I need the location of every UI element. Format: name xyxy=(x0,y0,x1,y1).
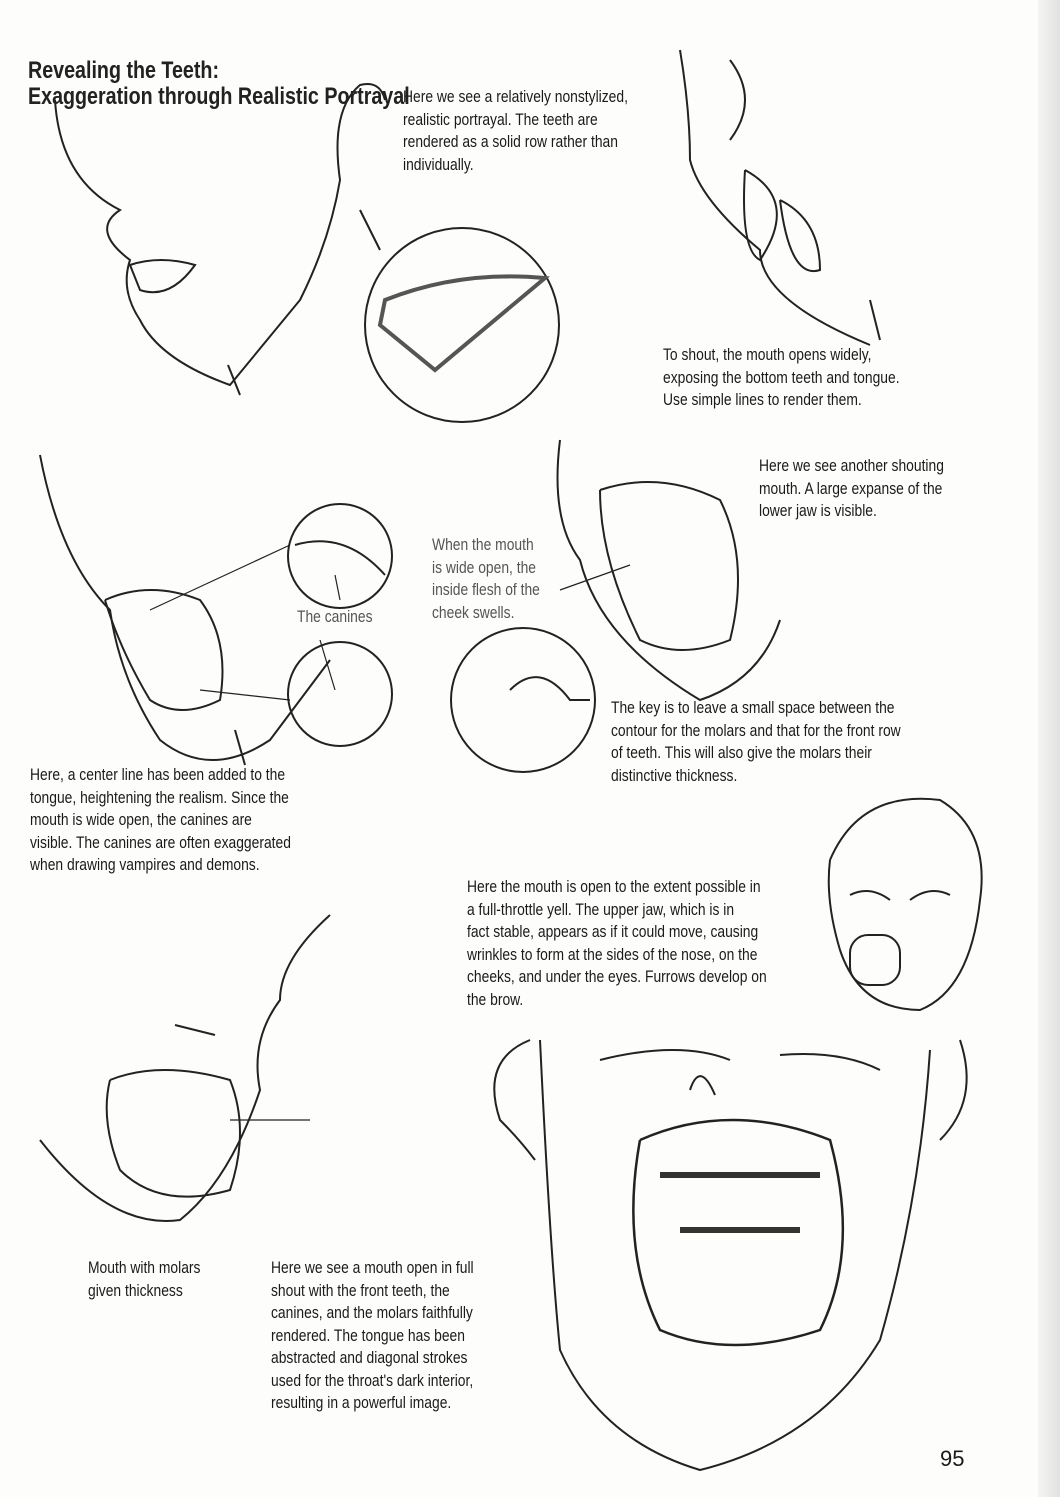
illustration-shouting-mouth xyxy=(680,50,880,345)
caption-line: when drawing vampires and demons. xyxy=(30,856,260,874)
illustration-yelling-head xyxy=(829,799,982,1010)
caption-line: cheeks, and under the eyes. Furrows develop on xyxy=(467,968,767,986)
caption-line: To shout, the mouth opens widely, xyxy=(663,346,872,364)
caption-line: a full-throttle yell. The upper jaw, which is in xyxy=(467,900,735,919)
caption-shout xyxy=(663,344,900,412)
caption-center-line xyxy=(30,764,291,877)
zoom-circle-canines-top xyxy=(288,504,392,608)
caption-another-shout xyxy=(759,455,944,523)
caption-line: The key is to leave a small space between the xyxy=(611,699,895,717)
caption-line: Here we see another shouting xyxy=(759,457,944,475)
page-title xyxy=(28,58,410,110)
page-number: 95 xyxy=(940,1446,965,1471)
caption-molars-key xyxy=(611,697,901,787)
caption-line: contour for the molars and that for the front row xyxy=(611,721,901,740)
caption-line: individually. xyxy=(403,155,474,174)
caption-line: tongue, heightening the realism. Since the xyxy=(30,788,289,807)
title-line-2: Exaggeration through Realistic Portrayal xyxy=(28,83,410,110)
caption-line: Here, a center line has been added to the xyxy=(30,766,286,784)
caption-line: visible. The canines are often exaggerated xyxy=(30,833,291,852)
title-line-1: Revealing the Teeth: xyxy=(28,57,220,84)
caption-line: rendered as a solid row rather than xyxy=(403,133,618,151)
caption-line: rendered. The tongue has been xyxy=(271,1326,465,1345)
caption-line: abstracted and diagonal strokes xyxy=(271,1349,468,1367)
caption-line: of teeth. This will also give the molars their xyxy=(611,744,872,762)
caption-line: exposing the bottom teeth and tongue. xyxy=(663,368,900,387)
caption-full-shout xyxy=(271,1257,474,1415)
caption-line: cheek swells. xyxy=(432,603,515,622)
caption-line: the brow. xyxy=(467,990,524,1009)
caption-line: fact stable, appears as if it could move, causing xyxy=(467,923,759,941)
illustration-molars-mouth xyxy=(40,915,330,1221)
caption-line: given thickness xyxy=(88,1281,183,1300)
caption-line: distinctive thickness. xyxy=(611,766,738,785)
caption-full-throttle xyxy=(467,876,767,1011)
zoom-circle-teeth xyxy=(365,228,559,422)
illustration-full-shout-face xyxy=(494,1040,966,1470)
caption-line: Mouth with molars xyxy=(88,1259,201,1277)
caption-cheek xyxy=(432,534,540,624)
caption-line: mouth is wide open, the canines are xyxy=(30,811,252,829)
caption-realistic xyxy=(403,86,628,176)
caption-line: When the mouth xyxy=(432,536,534,554)
caption-line: resulting in a powerful image. xyxy=(271,1394,452,1412)
caption-line: mouth. A large expanse of the xyxy=(759,479,943,498)
caption-line: Here we see a relatively nonstylized, xyxy=(403,88,628,106)
caption-molars-thickness xyxy=(88,1257,200,1302)
caption-line: wrinkles to form at the sides of the nose, on the xyxy=(467,945,758,964)
caption-line: used for the throat's dark interior, xyxy=(271,1371,474,1390)
caption-line: lower jaw is visible. xyxy=(759,502,877,520)
caption-line: shout with the front teeth, the xyxy=(271,1281,450,1300)
caption-line: is wide open, the xyxy=(432,558,537,577)
caption-line: realistic portrayal. The teeth are xyxy=(403,110,598,129)
caption-line: canines, and the molars faithfully xyxy=(271,1304,473,1322)
label-canines: The canines xyxy=(297,608,373,626)
caption-line: Here we see a mouth open in full xyxy=(271,1259,474,1277)
caption-line: Use simple lines to render them. xyxy=(663,391,862,409)
caption-line: Here the mouth is open to the extent possible in xyxy=(467,878,761,896)
caption-line: inside flesh of the xyxy=(432,581,540,599)
